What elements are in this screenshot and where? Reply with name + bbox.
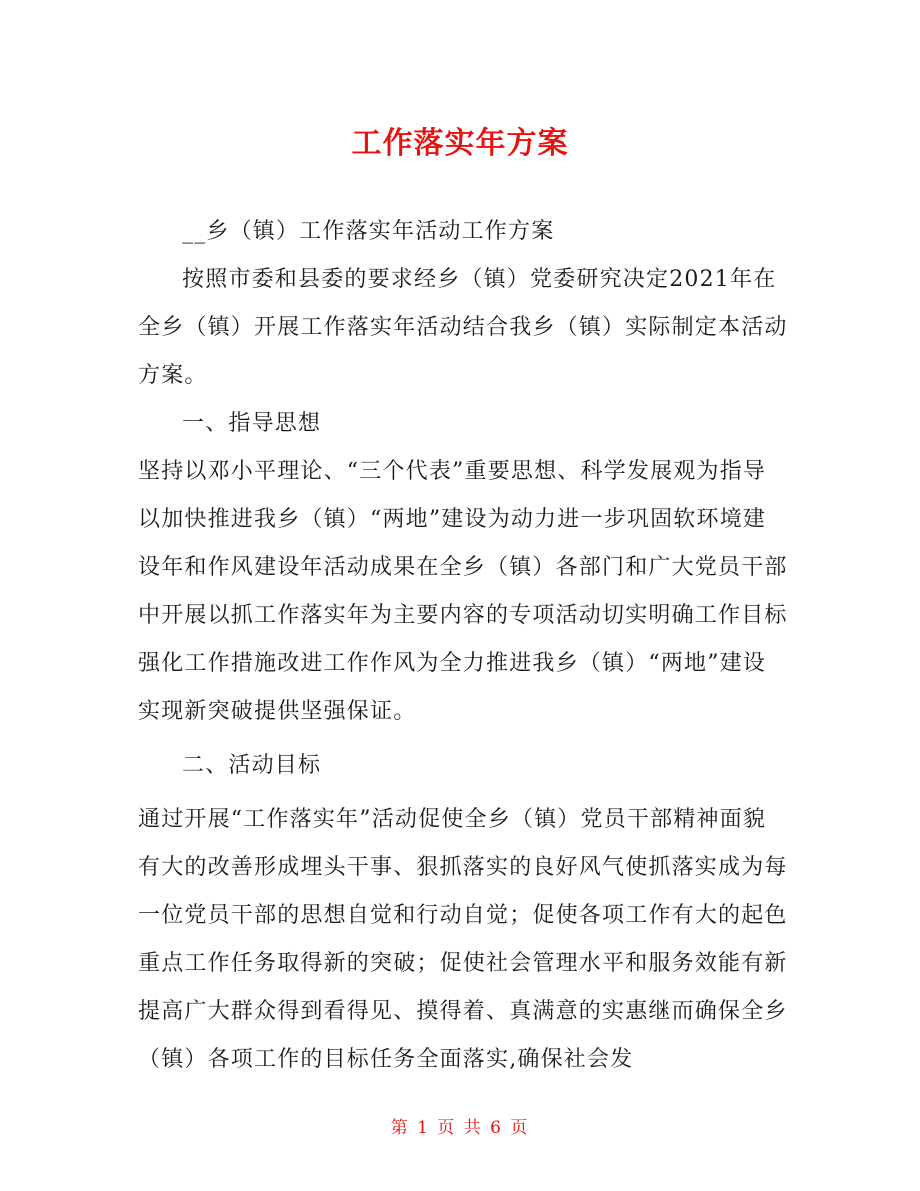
page-number-label: 第 1 页 共 6 页 [390, 1118, 530, 1138]
document-title: 工作落实年方案 [351, 126, 569, 161]
section-heading-activity-goals: 二、活动目标 [182, 753, 322, 778]
section-body-activity-goals: 通过开展“工作落实年”活动促使全乡（镇）党员干部精神面貌有大的改善形成埋头干事、狠抓落实的良好风气使抓落实成为每一位党员干部的思想自觉和行动自觉；促使各项工作有大的起色重点工作任务取得新的突破；促使社会管理水平和服务效能有新提高广大群众得到看得见、摸得着、真满意的实惠继而确保全乡（镇）各项工作的目标任务全面落实,确保社会发 [138, 807, 788, 1072]
section-heading-guiding-thought: 一、指导思想 [182, 411, 322, 436]
document-body [138, 208, 788, 1084]
document-subtitle: __乡（镇）工作落实年活动工作方案 [182, 219, 555, 244]
section-body-guiding-thought: 坚持以邓小平理论、“三个代表”重要思想、科学发展观为指导以加快推进我乡（镇）“两地”建设为动力进一步巩固软环境建设年和作风建设年活动成果在全乡（镇）各部门和广大党员干部中开展以抓工作落实年为主要内容的专项活动切实明确工作目标强化工作措施改进工作作风为全力推进我乡（镇）“两地”建设实现新突破提供坚强保证。 [138, 459, 788, 724]
intro-paragraph: 按照市委和县委的要求经乡（镇）党委研究决定2021年在全乡（镇）开展工作落实年活动结合我乡（镇）实际制定本活动方案。 [138, 267, 788, 388]
page-number-footer [0, 1113, 920, 1138]
